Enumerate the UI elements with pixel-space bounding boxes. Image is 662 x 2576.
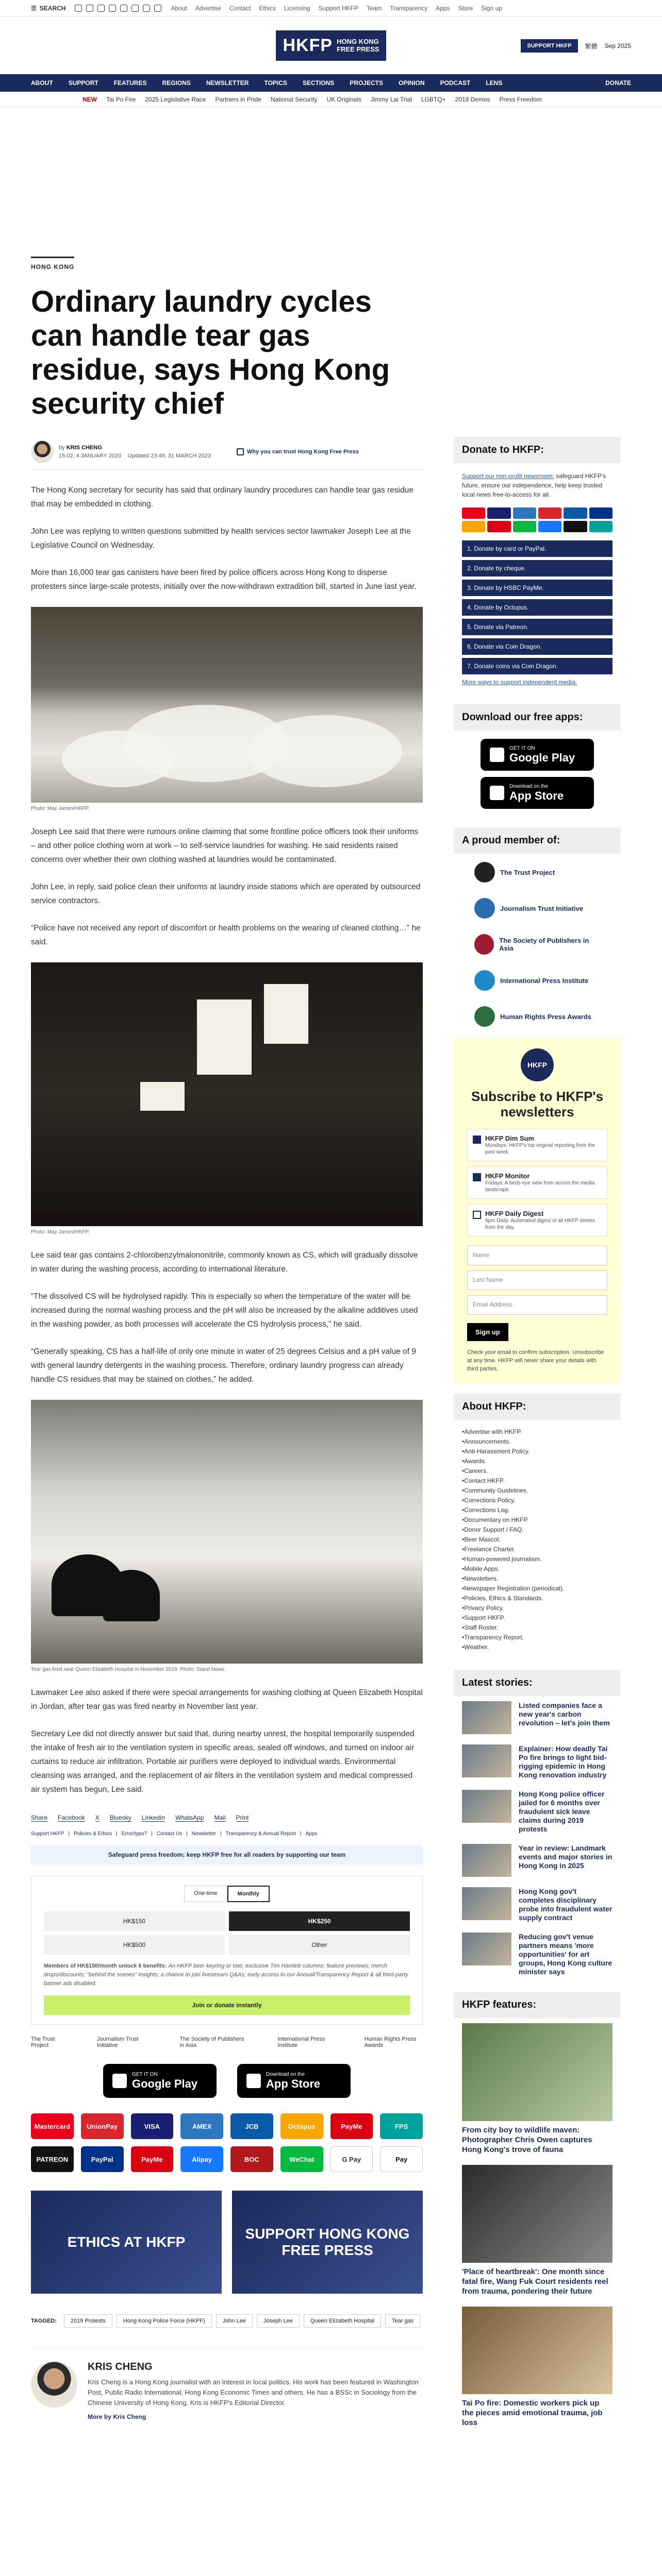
amount-option[interactable]: HK$150: [44, 1911, 225, 1931]
support-link[interactable]: Apps: [305, 1831, 318, 1837]
trending-item[interactable]: Tai Po Fire: [106, 95, 136, 103]
apple-icon: [246, 2074, 261, 2088]
about-link[interactable]: • Contact HKFP.: [462, 1476, 613, 1486]
logo-text: HKFP: [283, 35, 333, 55]
google-pay-icon: G Pay: [330, 2146, 373, 2172]
wechat-pay-icon: [513, 521, 536, 532]
about-link[interactable]: • Freelance Charter.: [462, 1545, 613, 1554]
language-switch[interactable]: 繁體: [585, 42, 598, 50]
article-title: Ordinary laundry cycles can handle tear gas residue, says Hong Kong security chief: [31, 285, 390, 420]
brand-bar: [0, 16, 662, 74]
frequency-toggle: [44, 1886, 410, 1902]
org-logo[interactable]: The Society of Publishers in Asia: [179, 2036, 244, 2048]
member-logo[interactable]: The Society of Publishers in Asia: [474, 934, 600, 955]
utility-link[interactable]: Support HKFP: [318, 4, 358, 12]
paragraph: “Police have not received any report of discomfort or health problems on the wearing of cleaned clothing…” he said.: [31, 924, 421, 946]
utility-link[interactable]: Team: [366, 4, 382, 12]
frequency-monthly[interactable]: Monthly: [227, 1886, 270, 1902]
youtube-icon[interactable]: [120, 5, 127, 12]
payme-icon: PayMe: [330, 2113, 373, 2139]
org-logo[interactable]: International Press Institute: [277, 2036, 325, 2048]
patreon-icon: PATREON: [31, 2146, 74, 2172]
paragraph: John Lee was replying to written questions submitted by health services sector lawmaker Joseph Lee at the Legislative Council on Wednesday.: [31, 527, 411, 550]
fps-icon: [589, 521, 613, 532]
payme-icon: [487, 521, 510, 532]
support-link[interactable]: Support HKFP: [31, 1831, 64, 1837]
checkbox[interactable]: [473, 1136, 481, 1144]
paragraph: “Generally speaking, CS has a half-life of only one minute in water of 25 degrees Celsius and a pH value of 9 with general laundry detergents in the washing process. Therefore, ordinary laundry progress can already handle CS residues that may be stained on clothes,” he added.: [31, 1347, 417, 1384]
trending-item[interactable]: UK Originals: [326, 95, 361, 103]
nav-item-about[interactable]: ABOUT: [31, 79, 53, 87]
alipay-icon: [538, 521, 561, 532]
tags-label: TAGGED:: [31, 2318, 57, 2324]
jcb-icon: [564, 507, 587, 519]
sopa-icon: [474, 934, 494, 955]
tag[interactable]: Hong Kong Police Force (HKPF): [117, 2314, 212, 2328]
support-link[interactable]: Newsletter: [191, 1831, 217, 1837]
share-label: Share: [31, 1814, 48, 1821]
support-links: Support HKFP | Policies & Ethics | Error/typo? | Contact Us | Newsletter | Transparency & Annual Report | Apps: [31, 1831, 318, 1837]
story-thumbnail: [462, 1887, 511, 1920]
newsletter-signup: [454, 1038, 621, 1383]
tag[interactable]: John Lee: [216, 2314, 253, 2328]
sidebar: [454, 437, 621, 2433]
donate-option[interactable]: 4. Donate by Octopus.: [462, 599, 613, 616]
org-logos: [31, 2036, 423, 2048]
story-thumbnail: [462, 1844, 511, 1877]
about-link[interactable]: • Corrections Policy.: [462, 1496, 613, 1505]
apple-icon: [490, 786, 504, 800]
join-donate-button[interactable]: Join or donate instantly: [44, 1995, 410, 2015]
share-bar: [31, 1814, 423, 1822]
about-link[interactable]: • Human-powered journalism.: [462, 1554, 613, 1564]
utility-links: [171, 5, 502, 12]
nav-donate-button[interactable]: DONATE: [605, 79, 631, 87]
trending-item[interactable]: National Security: [270, 95, 318, 103]
utility-link[interactable]: Store: [458, 4, 473, 12]
visa-icon: [487, 507, 510, 519]
checkbox[interactable]: [473, 1173, 481, 1181]
paragraph: Lee said tear gas contains 2-chlorobenzylmalononitrile, commonly known as CS, which will gradually dissolve in water during the washing process, according to international literature.: [31, 1251, 418, 1274]
org-logo[interactable]: Journalism Trust Initiative: [96, 2036, 139, 2048]
membership-benefits: Members of HK$150/month unlock 6 benefits: An HKFP beer keyring or tote; exclusive Tim Hamlett columns; feature previews; merch drops/discounts; "behind the scenes" insights; a chance to join livestream Q&As; early access to our Annual/Transparency Report & all third-party banner ads disabled.: [44, 1963, 408, 1987]
story-thumbnail: [462, 1744, 511, 1777]
nav-item-newsletter[interactable]: NEWSLETTER: [206, 79, 249, 87]
promo-banners: [31, 2191, 423, 2294]
amex-icon: [513, 507, 536, 519]
donate-option[interactable]: 6. Donate via Coin Dragon.: [462, 638, 613, 655]
nav-item-topics[interactable]: TOPICS: [264, 79, 287, 87]
instagram-icon[interactable]: [97, 5, 105, 12]
donate-option[interactable]: 1. Donate by card or PayPal.: [462, 540, 613, 557]
donate-option[interactable]: 2. Donate by cheque.: [462, 560, 613, 577]
byline: [31, 440, 423, 470]
feature-stories: [454, 2018, 621, 2433]
amount-option-selected[interactable]: HK$250: [229, 1911, 410, 1931]
author-name[interactable]: KRIS CHENG: [66, 445, 102, 451]
paypal-icon: [589, 507, 613, 519]
story-item[interactable]: Year in review: Landmark events and major stories in Hong Kong in 2025: [454, 1839, 621, 1882]
date-label: Sep 2025: [604, 42, 631, 49]
alipay-icon: Alipay: [180, 2146, 223, 2172]
donate-option[interactable]: 7. Donate coins via Coin Dragon.: [462, 658, 613, 674]
author-box-name[interactable]: KRIS CHENG: [88, 2361, 153, 2372]
donate-intro: Support our non-profit newsroom: safeguard HKFP's future, ensure our independence, help keep trusted local news free-to-access for all.: [462, 472, 606, 498]
payment-methods: [31, 2113, 423, 2172]
about-link[interactable]: • Policies, Ethics & Standards.: [462, 1594, 613, 1603]
nav-item-regions[interactable]: REGIONS: [162, 79, 191, 87]
app-store-button[interactable]: Download on the App Store: [237, 2064, 351, 2098]
unionpay-icon: UnionPay: [81, 2113, 124, 2139]
about-link[interactable]: • Announcements.: [462, 1437, 613, 1447]
trending-item[interactable]: Partners in Pride: [215, 95, 261, 103]
paragraph: The Hong Kong secretary for security has said that ordinary laundry procedures can handle tear gas residue that may be embedded in clothing.: [31, 486, 413, 509]
paypal-icon: PayPal: [81, 2146, 124, 2172]
trending-item[interactable]: 2019 Demos: [455, 95, 490, 103]
member-logo[interactable]: Human Rights Press Awards: [474, 1006, 600, 1027]
newsletter-note: Check your email to confirm subscription. Unsubscribe at any time. HKFP will never share your details with third parties.: [467, 1349, 604, 1372]
share-linkedin[interactable]: LinkedIn: [141, 1814, 166, 1821]
brand-actions: [521, 39, 631, 53]
about-link[interactable]: • Beer Mascot.: [462, 1535, 613, 1545]
trending-item[interactable]: Jimmy Lai Trial: [370, 95, 412, 103]
utility-link[interactable]: Sign up: [481, 4, 502, 12]
member-logo[interactable]: International Press Institute: [474, 970, 600, 991]
share-x[interactable]: X: [95, 1814, 100, 1821]
story-item[interactable]: Hong Kong police officer jailed for 6 months over fraudulent sick leave claims during 2019 protests: [454, 1785, 621, 1839]
google-play-icon: [490, 748, 504, 762]
nav-item-sections[interactable]: SECTIONS: [302, 79, 335, 87]
story-item[interactable]: Hong Kong gov't completes disciplinary probe into fraudulent water supply contract: [454, 1882, 621, 1927]
ipi-icon: [474, 970, 495, 991]
about-link[interactable]: • Anti-Harassment Policy.: [462, 1447, 613, 1456]
last-name-field[interactable]: Last Name: [467, 1270, 607, 1290]
about-link[interactable]: • Donor Support / FAQ.: [462, 1525, 613, 1535]
email-field[interactable]: Email Address: [467, 1295, 607, 1315]
nav-item-features[interactable]: FEATURES: [113, 79, 147, 87]
utility-link[interactable]: Contact: [229, 4, 251, 12]
share-whatsapp[interactable]: WhatsApp: [175, 1814, 204, 1821]
tag[interactable]: Queen Elizabeth Hospital: [304, 2314, 381, 2328]
unionpay-icon: [538, 507, 561, 519]
safeguard-banner[interactable]: Safeguard press freedom; keep HKFP free for all readers by supporting our team: [31, 1845, 423, 1865]
byline-text: [59, 445, 211, 459]
feature-item[interactable]: From city boy to wildlife maven: Photographer Chris Owen captures Hong Kong's trove of fauna: [454, 2018, 621, 2160]
utility-link[interactable]: Apps: [436, 4, 450, 12]
story-item[interactable]: Listed companies face a new year's carbon revolution – let's join them: [454, 1696, 621, 1739]
latest-stories: [454, 1696, 621, 1981]
app-store-button[interactable]: Download on the App Store: [481, 777, 594, 809]
article-photo-hospital-tear-gas: [31, 1400, 423, 1664]
donate-panel: [454, 463, 621, 694]
latest-heading: Latest stories:: [454, 1670, 621, 1696]
search-button[interactable]: [31, 5, 65, 12]
updated-date: Updated 23:49, 31 MARCH 2023: [127, 453, 211, 459]
about-links: [454, 1420, 621, 1659]
org-logo[interactable]: Human Rights Press Awards: [364, 2036, 417, 2048]
amount-options: [44, 1911, 410, 1955]
story-thumbnail: [462, 1701, 511, 1734]
paragraph: John Lee, in reply, said police clean their uniforms at laundry inside stations which are operated by outsourced service contractors.: [31, 883, 421, 905]
octopus-icon: Octopus: [280, 2113, 323, 2139]
org-logo[interactable]: The Trust Project: [31, 2036, 55, 2048]
about-link[interactable]: • Corrections Log.: [462, 1505, 613, 1515]
patreon-icon: [564, 521, 587, 532]
about-link[interactable]: • Support HKFP.: [462, 1613, 613, 1623]
mastercard-icon: [462, 507, 485, 519]
jti-icon: [474, 898, 495, 919]
donation-widget: [31, 1876, 423, 2025]
story-item[interactable]: Reducing gov't venue partners means 'more opportunities' for art groups, Hong Kong culture minister says: [454, 1927, 621, 1981]
share-bluesky[interactable]: Bluesky: [109, 1814, 131, 1821]
author-avatar[interactable]: [31, 440, 54, 463]
article-body: [31, 483, 423, 1797]
newsletter-option[interactable]: HKFP Monitor Fridays: A birds-eye view from across the media landscape.: [467, 1166, 607, 1199]
about-link[interactable]: • Privacy Policy.: [462, 1603, 613, 1613]
member-logo[interactable]: Journalism Trust Initiative: [474, 898, 600, 919]
linkedin-icon[interactable]: [131, 5, 139, 12]
feature-image: [462, 2165, 613, 2263]
utility-link[interactable]: Ethics: [259, 4, 276, 12]
about-link[interactable]: • Advertise with HKFP.: [462, 1427, 613, 1437]
paragraph: Lawmaker Lee also asked if there were special arrangements for washing clothing at Queen Elizabeth Hospital in Jordan, after tear gas was fired nearby in November last year.: [31, 1688, 423, 1711]
ethics-video-banner[interactable]: ETHICS AT HKFP: [31, 2191, 222, 2294]
story-thumbnail: [462, 1933, 511, 1965]
author-avatar-large[interactable]: [31, 2361, 77, 2408]
photo-caption: Photo: May James/HKFP.: [31, 1229, 90, 1235]
utility-link[interactable]: Transparency: [390, 4, 428, 12]
donate-options: [462, 540, 613, 674]
hrpa-icon: [474, 1006, 495, 1027]
feature-item[interactable]: 'Place of heartbreak': One month since fatal fire, Wang Fuk Court residents reel from trauma, pondering their future: [454, 2160, 621, 2301]
member-logos: [454, 854, 621, 1035]
nav-item-opinion[interactable]: OPINION: [398, 79, 425, 87]
member-heading: A proud member of:: [454, 827, 621, 854]
frequency-one-time[interactable]: One-time: [184, 1886, 227, 1902]
menu-icon: ☰: [31, 4, 37, 12]
features-heading: HKFP features:: [454, 1992, 621, 2018]
utility-bar: [0, 0, 662, 16]
google-play-button[interactable]: GET IT ON Google Play: [103, 2064, 217, 2098]
newsletter-logo: HKFP: [521, 1048, 554, 1081]
trending-label: NEW: [82, 95, 97, 103]
tag[interactable]: Tear gas: [385, 2314, 420, 2328]
donate-option[interactable]: 3. Donate by HSBC PayMe.: [462, 580, 613, 596]
fps-icon: FPS: [380, 2113, 423, 2139]
google-play-button[interactable]: GET IT ON Google Play: [481, 739, 594, 771]
author-box: [31, 2348, 423, 2420]
checkbox[interactable]: [473, 1211, 481, 1219]
article-photo-tear-gas-street: [31, 607, 423, 803]
trust-icon: [237, 448, 244, 455]
x-icon[interactable]: [86, 5, 93, 12]
trust-project-icon: [474, 862, 495, 883]
nav-item-podcast[interactable]: PODCAST: [440, 79, 471, 87]
utility-link[interactable]: Licensing: [284, 4, 310, 12]
sidebar-app-buttons: [454, 731, 621, 817]
site-logo[interactable]: [276, 30, 387, 61]
wechat-pay-icon: WeChat: [280, 2146, 323, 2172]
bluesky-icon[interactable]: [154, 5, 161, 12]
byline-prefix: by: [59, 445, 65, 451]
author-bio: Kris Cheng is a Hong Kong journalist with an interest in local politics. His work has been featured in Washington Post, Public Radio International, Hong Kong Economic Times and others. He has a BSSc in Sociology from the Chinese University of Hong Kong. Kris is HKFP's Editorial Director.: [88, 2378, 419, 2406]
donate-heading: Donate to HKFP:: [454, 437, 621, 463]
visa-icon: VISA: [131, 2113, 174, 2139]
telegram-icon[interactable]: [143, 5, 150, 12]
nav-item-projects[interactable]: PROJECTS: [350, 79, 383, 87]
trust-link[interactable]: [237, 448, 359, 455]
trending-bar: [0, 92, 662, 107]
facebook-icon[interactable]: [75, 5, 82, 12]
support-link[interactable]: Error/typo?: [121, 1831, 147, 1837]
threads-icon[interactable]: [109, 5, 116, 12]
paragraph: More than 16,000 tear gas canisters have been fired by police officers across Hong Kong to disperse protesters since large-scale protests, initially over the now-withdrawn extradition bill, started in June last year.: [31, 568, 417, 591]
about-link[interactable]: • Awards.: [462, 1456, 613, 1466]
about-link[interactable]: • Careers.: [462, 1466, 613, 1476]
support-video-banner[interactable]: SUPPORT HONG KONG FREE PRESS: [232, 2191, 423, 2294]
support-link[interactable]: Contact Us: [156, 1831, 183, 1837]
feature-item[interactable]: Tai Po fire: Domestic workers pick up the pieces amid emotional trauma, job loss: [454, 2301, 621, 2433]
article-category[interactable]: HONG KONG: [31, 257, 74, 270]
about-link[interactable]: • Mobile Apps.: [462, 1564, 613, 1574]
paragraph: Joseph Lee said that there were rumours online claiming that some frontline police officers took their uniforms – and other police clothing worn at work – to self-service laundries for washing. He said residents raised concerns over whether their own clothing washed at laundries would be contaminated.: [31, 827, 418, 864]
nav-item-support[interactable]: SUPPORT: [68, 79, 98, 87]
about-link[interactable]: • Weather.: [462, 1642, 613, 1652]
tag[interactable]: Joseph Lee: [257, 2314, 300, 2328]
share-print[interactable]: Print: [236, 1814, 249, 1821]
amount-option[interactable]: HK$500: [44, 1935, 225, 1955]
about-link[interactable]: • Staff Roster.: [462, 1623, 613, 1633]
feature-image: [462, 2023, 613, 2121]
photo-caption: Photo: May James/HKFP.: [31, 806, 90, 811]
amex-icon: AMEX: [180, 2113, 223, 2139]
main-nav: [0, 74, 662, 92]
about-link[interactable]: • Transparency Report.: [462, 1633, 613, 1642]
app-store-buttons: [31, 2064, 423, 2098]
support-link[interactable]: Transparency & Annual Report: [225, 1831, 296, 1837]
more-by-author-link[interactable]: More by Kris Cheng: [88, 2413, 146, 2420]
publish-date: 15:02, 4 JANUARY 2020: [59, 453, 122, 459]
trending-item[interactable]: LGBTQ+: [421, 95, 446, 103]
support-hkfp-button[interactable]: SUPPORT HKFP: [521, 39, 577, 53]
trending-item[interactable]: 2025 Legislative Race: [145, 95, 206, 103]
first-name-field[interactable]: Name: [467, 1246, 607, 1265]
tag[interactable]: 2019 Protests: [64, 2314, 112, 2328]
about-heading: About HKFP:: [454, 1394, 621, 1420]
about-link[interactable]: • Newspaper Registration (periodical).: [462, 1584, 613, 1594]
share-facebook[interactable]: Facebook: [58, 1814, 85, 1821]
trust-label: Why you can trust Hong Kong Free Press: [246, 449, 359, 455]
about-link[interactable]: • Community Guidelines.: [462, 1486, 613, 1496]
article-photo-riot-police: [31, 962, 423, 1226]
nav-item-lens[interactable]: LENS: [486, 79, 503, 87]
paragraph: “The dissolved CS will be hydrolysed rapidly. This is especially so when the temperature of the water will be increased during the normal washing process and the pH will also be increased by the alkaline additives used in the washing powder, as both processes will accelerate the CS hydrolysis process,” he said.: [31, 1292, 418, 1329]
signup-button[interactable]: Sign up: [467, 1323, 508, 1341]
member-logo[interactable]: The Trust Project: [474, 862, 600, 883]
about-link[interactable]: • Documentary on HKFP.: [462, 1515, 613, 1525]
search-label: SEARCH: [39, 4, 66, 12]
feature-image: [462, 2307, 613, 2394]
newsletter-title: Subscribe to HKFP's newsletters: [471, 1089, 604, 1120]
story-item[interactable]: Explainer: How deadly Tai Po fire brings to light bid-rigging epidemic in Hong Kong renovation industry: [454, 1739, 621, 1785]
utility-link[interactable]: Advertise: [195, 4, 221, 12]
amount-option[interactable]: Other: [229, 1935, 410, 1955]
apple-pay-icon: Pay: [380, 2146, 423, 2172]
social-icons: [75, 5, 161, 12]
article-tags: [31, 2314, 423, 2328]
logo-subtext: HONG KONG FREE PRESS: [337, 38, 379, 53]
about-link[interactable]: • Newsletters.: [462, 1574, 613, 1584]
boc-icon: BOC: [230, 2146, 273, 2172]
google-play-icon: [112, 2074, 127, 2088]
trending-item[interactable]: Press Freedom: [499, 95, 542, 103]
photo-caption: Tear gas fired near Queen Elizabeth Hospital in November 2019. Photo: Stand News.: [31, 1667, 226, 1672]
support-link[interactable]: Policies & Ethics: [74, 1831, 112, 1837]
utility-link[interactable]: About: [171, 4, 187, 12]
card-icons: [462, 507, 613, 532]
story-thumbnail: [462, 1790, 511, 1823]
more-ways-link[interactable]: More ways to support independent media.: [462, 679, 577, 686]
paragraph: Secretary Lee did not directly answer but said that, during nearby unrest, the hospital temporarily suspended the intake of fresh air to the ventilation system in specific areas, sealed off windows, and turned on indoor air curtains to reduce air infiltration. Portable air purifiers were deployed to individual wards. Environmental cleansing was arranged, and the replacement of air filters in the ventilation system and medical compressed air system has begun, Lee said.: [31, 1730, 415, 1794]
donate-option[interactable]: 5. Donate via Patreon.: [462, 619, 613, 635]
article: [31, 257, 423, 2420]
newsletter-option[interactable]: HKFP Dim Sum Mondays: HKFP's top original reporting from the past week.: [467, 1129, 607, 1161]
jcb-icon: JCB: [230, 2113, 273, 2139]
newsletter-option[interactable]: HKFP Daily Digest 9pm Daily: Automated digest of all HKFP stories from the day.: [467, 1204, 607, 1236]
payme-icon: PayMe: [131, 2146, 174, 2172]
octopus-icon: [462, 521, 485, 532]
mastercard-icon: Mastercard: [31, 2113, 74, 2139]
share-mail[interactable]: Mail: [214, 1814, 226, 1821]
apps-heading: Download our free apps:: [454, 704, 621, 731]
